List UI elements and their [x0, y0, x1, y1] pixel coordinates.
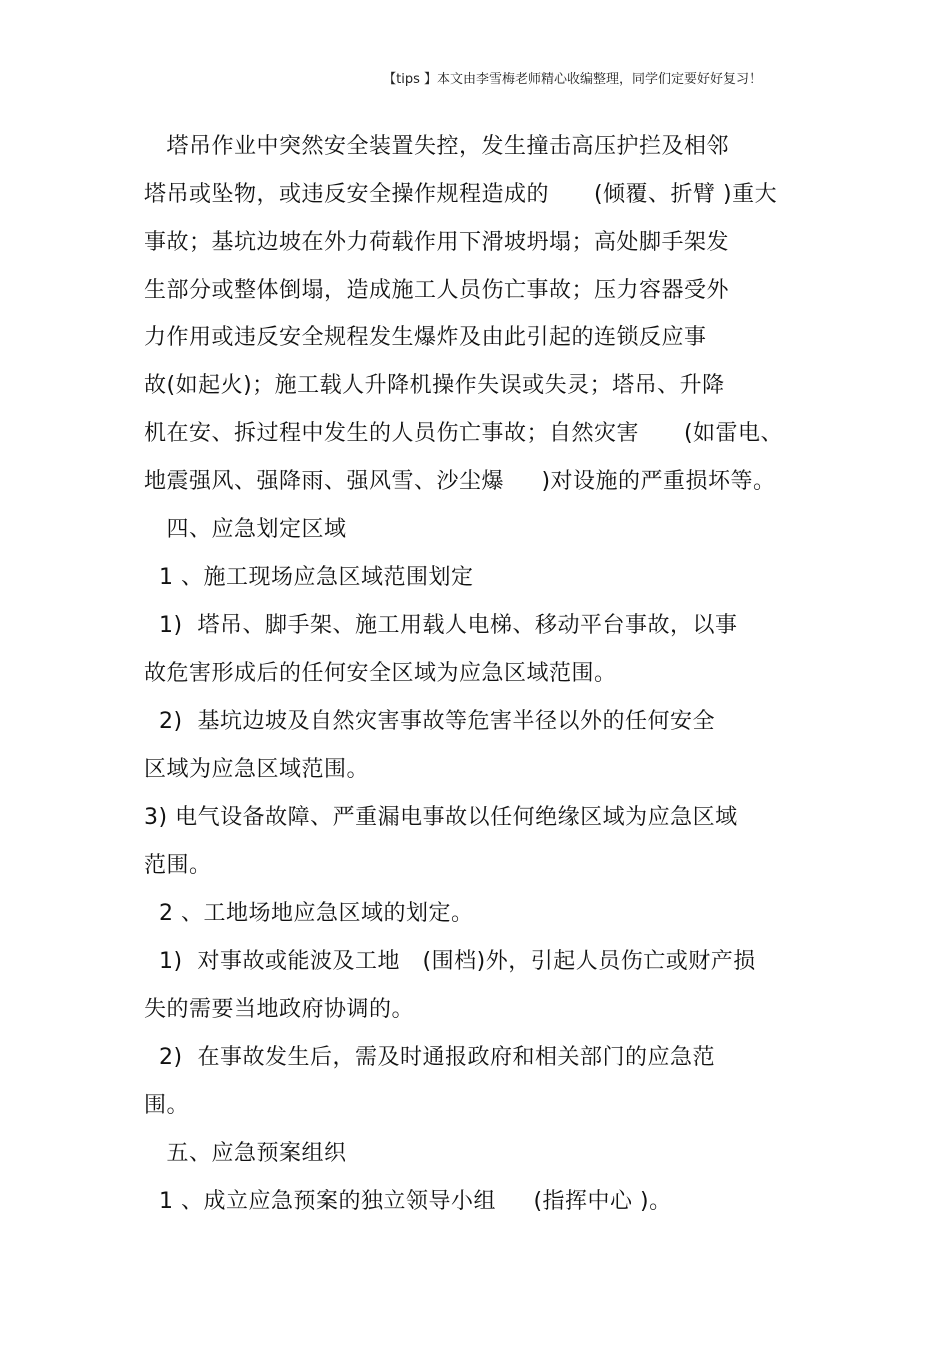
paragraph-line: 力作用或违反安全规程发生爆炸及由此引起的连锁反应事: [144, 325, 707, 350]
paragraph-line: 塔吊或坠物，或违反安全操作规程造成的 (倾覆、折臂 )重大: [144, 182, 778, 207]
paragraph-line: 2) 基坑边坡及自然灾害事故等危害半径以外的任何安全: [144, 709, 716, 734]
paragraph-line: 范围。: [144, 853, 212, 878]
subsection-heading: 1 、成立应急预案的独立领导小组 (指挥中心 )。: [144, 1189, 672, 1214]
paragraph-line: 塔吊作业中突然安全装置失控，发生撞击高压护拦及相邻: [144, 134, 729, 159]
paragraph-line: 故(如起火)；施工载人升降机操作失误或失灵；塔吊、升降: [144, 373, 725, 398]
paragraph-line: 故危害形成后的任何安全区域为应急区域范围。: [144, 661, 617, 686]
paragraph-line: 失的需要当地政府协调的。: [144, 997, 415, 1022]
section-heading: 五、应急预案组织: [144, 1141, 347, 1166]
header-tips: 【tips 】本文由李雪梅老师精心收编整理，同学们定要好好复习！: [383, 72, 762, 87]
paragraph-line: 区域为应急区域范围。: [144, 757, 370, 782]
paragraph-line: 地震强风、强降雨、强风雪、沙尘爆 )对设施的严重损坏等。: [144, 469, 776, 494]
paragraph-line: 生部分或整体倒塌，造成施工人员伤亡事故；压力容器受外: [144, 278, 730, 303]
paragraph-line: 事故；基坑边坡在外力荷载作用下滑坡坍塌；高处脚手架发: [144, 230, 730, 255]
paragraph-line: 1) 塔吊、脚手架、施工用载人电梯、移动平台事故，以事: [144, 613, 738, 638]
paragraph-line: 机在安、拆过程中发生的人员伤亡事故；自然灾害 (如雷电、: [144, 421, 784, 446]
paragraph-line: 3) 电气设备故障、严重漏电事故以任何绝缘区域为应急区域: [144, 805, 738, 830]
paragraph-line: 1) 对事故或能波及工地 (围档)外，引起人员伤亡或财产损: [144, 949, 756, 974]
subsection-heading: 2 、工地场地应急区域的划定。: [144, 901, 474, 926]
section-heading: 四、应急划定区域: [144, 517, 347, 542]
paragraph-line: 2) 在事故发生后，需及时通报政府和相关部门的应急范: [144, 1045, 716, 1070]
subsection-heading: 1 、施工现场应急区域范围划定: [144, 565, 474, 590]
paragraph-line: 围。: [144, 1093, 190, 1118]
